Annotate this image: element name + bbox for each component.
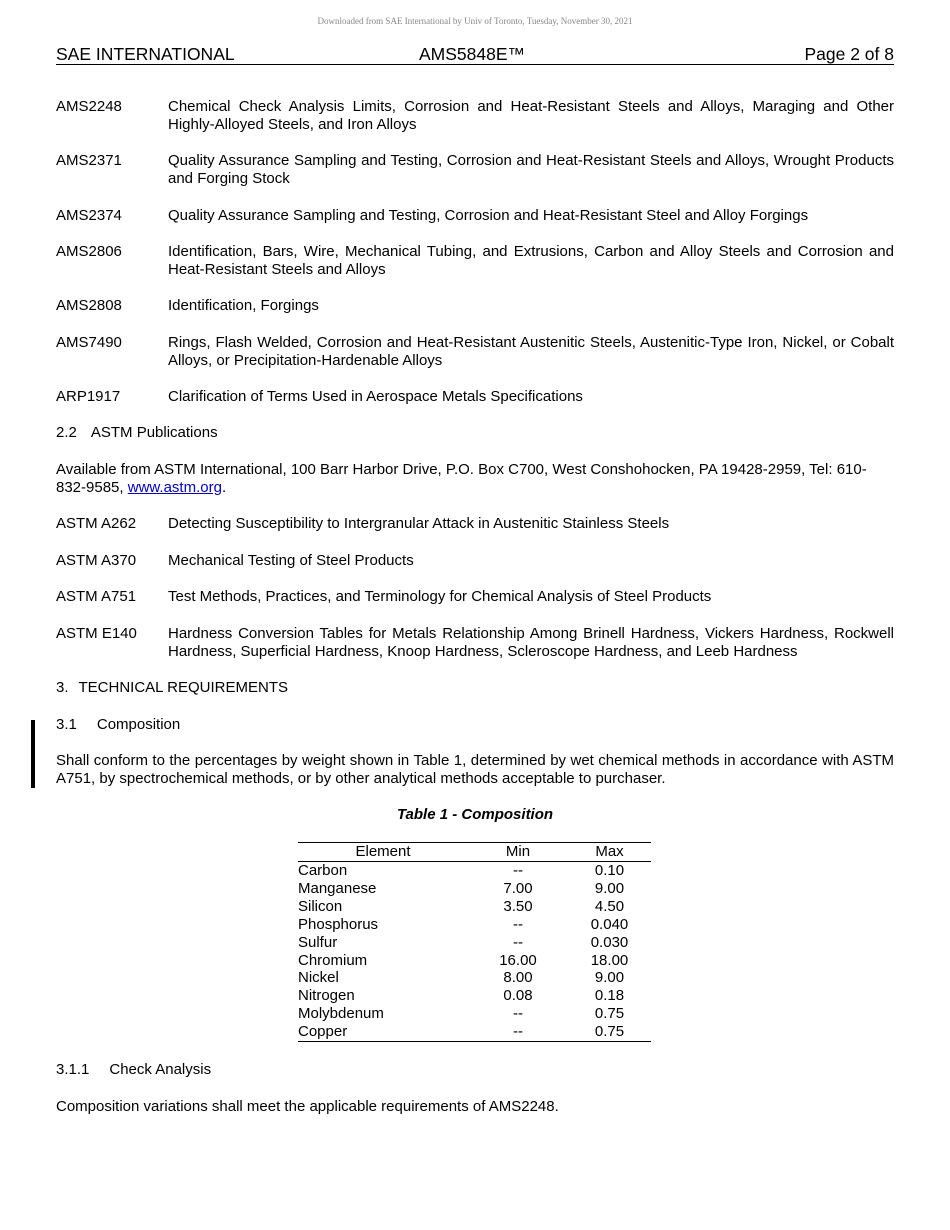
element-cell: Copper xyxy=(298,1023,468,1041)
table-row xyxy=(298,916,651,934)
table-row xyxy=(298,1005,651,1023)
min-cell: -- xyxy=(468,1023,568,1041)
max-cell: 0.040 xyxy=(590,915,629,933)
column-header-max: Max xyxy=(568,843,651,862)
reference-title: Rings, Flash Welded, Corrosion and Heat-Resistant Austenitic Steels, Austenitic-Type Iron, Nickel, or Cobalt Alloys, or Precipitation-Hardenable Alloys xyxy=(168,334,894,369)
min-cell: 0.08 xyxy=(503,987,533,1005)
max-cell: 18.00 xyxy=(590,951,629,969)
revision-change-bar xyxy=(31,720,35,788)
reference-title: Detecting Susceptibility to Intergranular Attack in Austenitic Stainless Steels xyxy=(168,515,670,532)
check-analysis-paragraph: Composition variations shall meet the applicable requirements of AMS2248. xyxy=(56,1098,559,1115)
header-org: SAE INTERNATIONAL xyxy=(56,44,235,64)
element-cell: Carbon xyxy=(298,862,348,879)
reference-ams2371 xyxy=(56,152,894,188)
reference-title: Identification, Forgings xyxy=(168,297,319,314)
min-cell: 16.00 xyxy=(499,951,537,969)
reference-title: Quality Assurance Sampling and Testing, Corrosion and Heat-Resistant Steels and Alloys, Wrought Products and Forging Stock xyxy=(168,152,894,187)
section-2-2-heading xyxy=(56,424,218,442)
astm-intro xyxy=(56,461,894,497)
min-cell: -- xyxy=(513,1005,523,1023)
reference-title: Chemical Check Analysis Limits, Corrosion and Heat-Resistant Steels and Alloys, Maraging and Other Highly-Alloyed Steels, and Iron Alloys xyxy=(168,98,894,133)
min-cell: 3.50 xyxy=(503,897,533,915)
table-row xyxy=(298,969,651,987)
reference-ams2248 xyxy=(56,98,894,134)
section-title: Composition xyxy=(96,716,181,733)
reference-ams2808 xyxy=(56,297,894,315)
header-doc-number: AMS5848E™ xyxy=(419,44,526,64)
reference-ams2374 xyxy=(56,207,894,225)
element-cell: Manganese xyxy=(298,879,377,897)
column-header-element: Element xyxy=(298,843,468,862)
header-page-number: Page 2 of 8 xyxy=(804,44,894,64)
reference-code: ASTM E140 xyxy=(56,625,137,642)
reference-code: ASTM A370 xyxy=(56,552,137,569)
min-cell: 8.00 xyxy=(503,969,533,987)
min-cell: 7.00 xyxy=(503,879,533,897)
reference-code: AMS2371 xyxy=(56,152,122,169)
astm-intro-text: Available from ASTM International, 100 Barr Harbor Drive, P.O. Box C700, West Conshohocken, PA 19428-2959, Tel: 610-832-9585, xyxy=(56,461,867,496)
section-3-1-1-heading xyxy=(56,1061,211,1079)
reference-astm-a262 xyxy=(56,515,894,533)
section-number: 2.2 xyxy=(56,424,77,441)
max-cell: 4.50 xyxy=(594,897,625,915)
reference-ams7490 xyxy=(56,334,894,370)
element-cell: Molybdenum xyxy=(298,1005,384,1023)
section-title: TECHNICAL REQUIREMENTS xyxy=(78,679,288,696)
table-row xyxy=(298,952,651,970)
reference-astm-e140 xyxy=(56,625,894,661)
table-row xyxy=(298,934,651,952)
element-cell: Chromium xyxy=(298,951,368,969)
reference-title: Quality Assurance Sampling and Testing, Corrosion and Heat-Resistant Steel and Alloy Forgings xyxy=(168,207,809,224)
reference-code: AMS7490 xyxy=(56,334,122,351)
astm-website-link[interactable]: www.astm.org xyxy=(127,479,222,496)
table-row xyxy=(298,862,651,880)
max-cell: 0.75 xyxy=(568,1023,651,1041)
reference-title: Test Methods, Practices, and Terminology for Chemical Analysis of Steel Products xyxy=(168,588,712,605)
min-cell: -- xyxy=(513,862,523,879)
reference-code: ASTM A262 xyxy=(56,515,137,532)
element-cell: Phosphorus xyxy=(298,915,379,933)
reference-code: ASTM A751 xyxy=(56,588,137,605)
table-row xyxy=(298,880,651,898)
reference-astm-a370 xyxy=(56,552,894,570)
download-note: Downloaded from SAE International by Univ of Toronto, Tuesday, November 30, 2021 xyxy=(317,16,633,26)
reference-title: Clarification of Terms Used in Aerospace Metals Specifications xyxy=(168,388,583,405)
max-cell: 9.00 xyxy=(594,879,625,897)
astm-intro-suffix: . xyxy=(221,479,227,496)
reference-code: ARP1917 xyxy=(56,388,121,405)
table-header-row xyxy=(298,843,651,862)
element-cell: Nickel xyxy=(298,969,339,987)
reference-title: Identification, Bars, Wire, Mechanical Tubing, and Extrusions, Carbon and Alloy Steels and Corrosion and Heat-Resistant Steels and Alloys xyxy=(168,243,894,278)
page-header xyxy=(56,44,894,65)
composition-table xyxy=(298,842,651,1042)
reference-code: AMS2374 xyxy=(56,207,122,224)
reference-code: AMS2808 xyxy=(56,297,122,314)
reference-title: Hardness Conversion Tables for Metals Relationship Among Brinell Hardness, Vickers Hardness, Rockwell Hardness, Superficial Hardness, Knoop Hardness, Scleroscope Hardness, and Leeb Hardness xyxy=(168,625,894,660)
element-cell: Sulfur xyxy=(298,933,338,951)
section-title: Check Analysis xyxy=(109,1061,212,1078)
element-cell: Nitrogen xyxy=(298,987,355,1005)
min-cell: -- xyxy=(513,915,523,933)
table-row xyxy=(298,898,651,916)
section-number: 3.1 xyxy=(56,716,77,733)
section-3-heading xyxy=(56,679,288,697)
max-cell: 0.18 xyxy=(594,987,625,1005)
min-cell: -- xyxy=(513,933,523,951)
section-number: 3.1.1 xyxy=(56,1061,90,1078)
section-title: ASTM Publications xyxy=(90,424,218,441)
table-row xyxy=(298,1023,651,1041)
reference-arp1917 xyxy=(56,388,894,406)
max-cell: 0.75 xyxy=(594,1005,625,1023)
table-row xyxy=(298,987,651,1005)
section-number: 3. xyxy=(56,679,69,696)
max-cell: 0.10 xyxy=(594,862,625,879)
column-header-min: Min xyxy=(468,843,568,862)
section-3-1-heading xyxy=(56,716,180,734)
reference-code: AMS2806 xyxy=(56,243,122,260)
reference-ams2806 xyxy=(56,243,894,279)
reference-code: AMS2248 xyxy=(56,98,122,115)
composition-paragraph: Shall conform to the percentages by weight shown in Table 1, determined by wet chemical methods in accordance with ASTM A751, by spectrochemical methods, or by other analytical methods acceptable to purchaser. xyxy=(56,752,894,787)
max-cell: 0.030 xyxy=(590,933,629,951)
max-cell: 9.00 xyxy=(594,969,625,987)
reference-title: Mechanical Testing of Steel Products xyxy=(168,552,414,569)
element-cell: Silicon xyxy=(298,897,343,915)
table-caption: Table 1 - Composition xyxy=(396,806,554,823)
reference-astm-a751 xyxy=(56,588,894,606)
